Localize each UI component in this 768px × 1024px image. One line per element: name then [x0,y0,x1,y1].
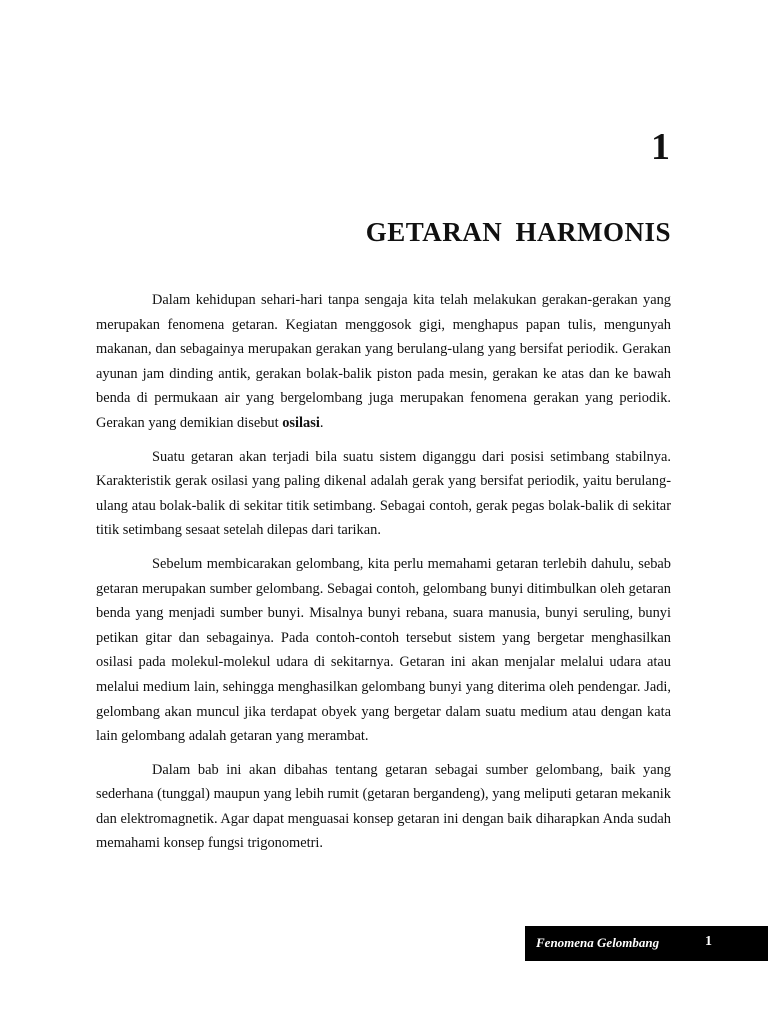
footer-book-title: Fenomena Gelombang [536,935,660,950]
paragraph-2: Suatu getaran akan terjadi bila suatu sistem diganggu dari posisi setimbang stabilnya. Karakteristik gerak osilasi yang paling dikenal adalah gerak yang bersifat periodik, yaitu berulang-ulang atau bolak-balik di sekitar titik setimbang. Sebagai contoh, gerak pegas bolak-balik di sekitar titik setimbang sesaat setelah dilepas dari tarikan. [96,448,671,539]
paragraph-1-text: Dalam kehidupan sehari-hari tanpa sengaja kita telah melakukan gerakan-gerakan yang merupakan fenomena getaran. Kegiatan menggosok gigi, menghapus papan tulis, mengunyah makanan, dan sebagainya merupakan gerakan yang berulang-ulang yang bersifat periodik. Gerakan ayunan jam dinding antik, gerakan bolak-balik piston pada mesin, gerakan ke atas dan ke bawah benda di permukaan air yang bergelombang juga merupakan fenomena gerakan yang periodik. Gerakan yang demikian disebut [96,292,671,431]
footer-bar [525,926,768,961]
term-osilasi: osilasi [282,414,320,431]
body-text [96,288,671,865]
paragraph-4: Dalam bab ini akan dibahas tentang getaran sebagai sumber gelombang, baik yang sederhana (tunggal) maupun yang lebih rumit (getaran bergandeng), yang meliputi getaran mekanik dan elektromagnetik. Agar dapat menguasai konsep getaran ini dengan baik diharapkan Anda sudah memahami konsep fungsi trigonometri. [96,761,671,852]
footer-page-number: 1 [705,934,712,949]
chapter-title: GETARAN HARMONIS [365,217,671,247]
chapter-number: 1 [651,126,670,168]
paragraph-1-end: . [319,414,324,431]
paragraph-1 [96,288,671,436]
paragraph-3: Sebelum membicarakan gelombang, kita perlu memahami getaran terlebih dahulu, sebab getaran merupakan sumber gelombang. Sebagai contoh, gelombang bunyi ditimbulkan oleh getaran benda yang menjadi sumber bunyi. Misalnya bunyi rebana, suara manusia, bunyi seruling, bunyi petikan gitar dan sebagainya. Pada contoh-contoh tersebut sistem yang bergetar menghasilkan osilasi pada molekul-molekul udara di sekitarnya. Getaran ini akan menjalar melalui udara atau melalui medium lain, sehingga menghasilkan gelombang bunyi yang diterima oleh pendengar. Jadi, gelombang akan muncul jika terdapat obyek yang bergetar dalam suatu medium atau dengan kata lain gelombang adalah getaran yang merambat. [96,555,671,745]
